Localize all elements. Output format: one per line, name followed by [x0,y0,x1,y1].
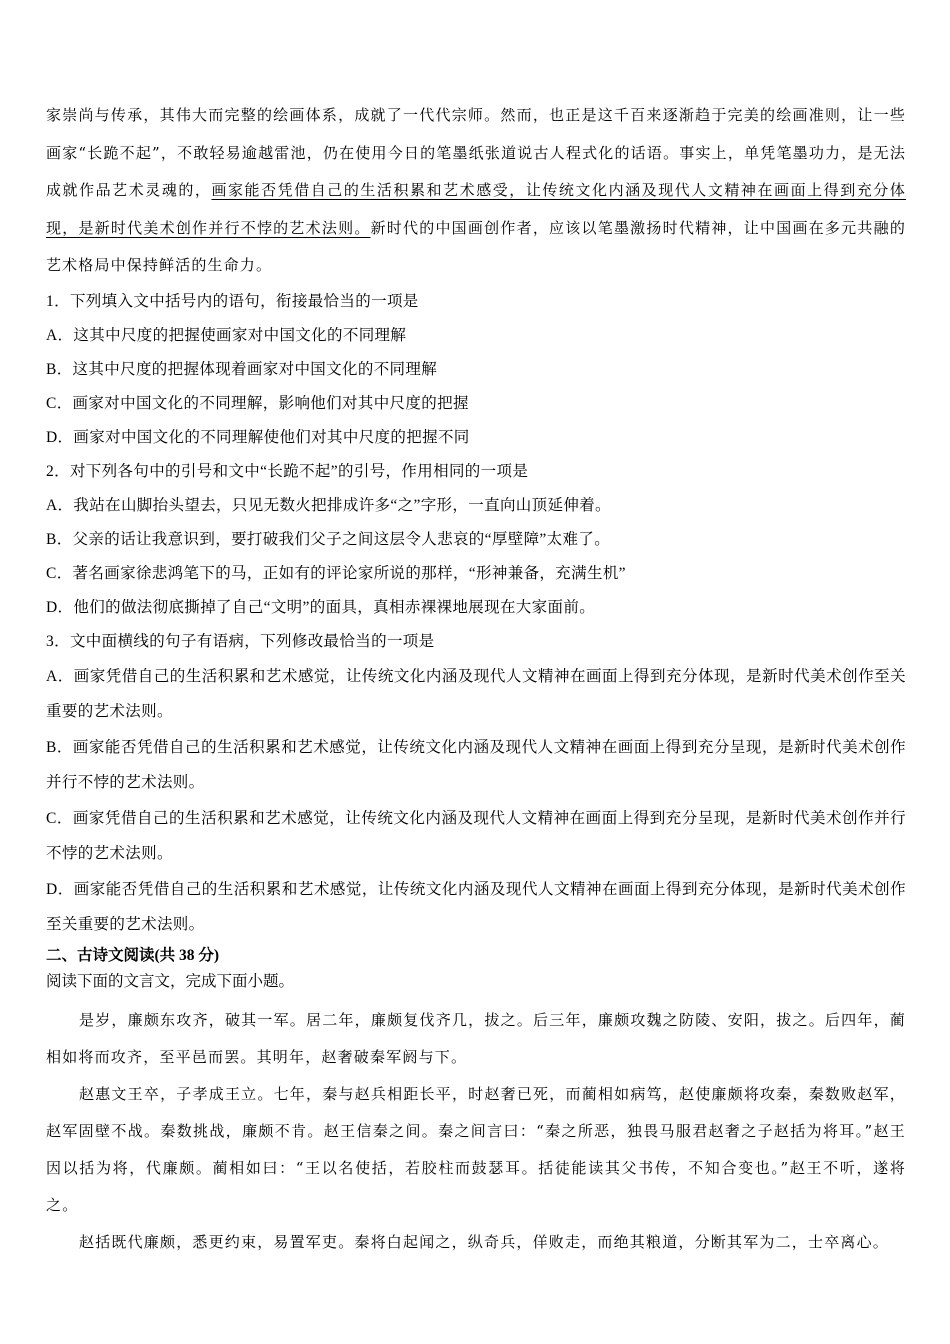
option-a: A．这其中尺度的把握使画家对中国文化的不同理解 [46,326,407,344]
passage-text-end: 新时代的中国画创作者，应该以笔墨激扬时代精神，让中国画在多元共融的艺术格局中保持鲜活的生命力。 [46,218,906,274]
question-stem: 3．文中面横线的句子有语病，下列修改最恰当的一项是 [46,632,435,650]
section-intro: 阅读下面的文言文，完成下面小题。 [46,972,295,990]
option-a: A．我站在山脚抬头望去，只见无数火把排成许多“之”字形，一直向山顶延伸着。 [46,496,611,514]
option-c: C．画家对中国文化的不同理解，影响他们对其中尺度的把握 [46,394,469,412]
question-2 [46,455,906,625]
option-b: B．这其中尺度的把握体现着画家对中国文化的不同理解 [46,360,438,378]
option-a: A．画家凭借自己的生活积累和艺术感觉，让传统文化内涵及现代人文精神在画面上得到充分体现，是新时代美术创作至关重要的艺术法则。 [46,667,906,720]
classical-paragraph: 赵括既代廉颇，悉更约束，易置军吏。秦将白起闻之，纵奇兵，佯败走，而绝其粮道，分断其军为二，士卒离心。 [79,1232,890,1251]
question-3 [46,625,906,943]
section-heading: 二、古诗文阅读(共 38 分) [46,946,220,964]
classical-paragraph: 赵惠文王卒，子孝成王立。七年，秦与赵兵相距长平，时赵奢已死，而蔺相如病笃，赵使廉颇将攻秦，秦数败赵军，赵军固壁不战。秦数挑战，廉颇不肯。赵王信秦之间。秦之间言曰：“秦之所恶，独畏马服君赵奢之子赵括为将耳。”赵王因以括为将，代廉颇。蔺相如曰：“王以名使括，若胶柱而鼓瑟耳。括徒能读其父书传，不知合变也。”赵王不听，遂将之。 [46,1084,906,1214]
classical-paragraph: 是岁，廉颇东攻齐，破其一军。居二年，廉颇复伐齐几，拔之。后三年，廉颇攻魏之防陵、安阳，拔之。后四年，蔺相如将而攻齐，至平邑而罢。其明年，赵奢破秦军阏与下。 [46,1010,906,1066]
option-d: D．画家对中国文化的不同理解使他们对其中尺度的把握不同 [46,428,470,446]
option-c: C．画家凭借自己的生活积累和艺术感觉，让传统文化内涵及现代人文精神在画面上得到充分呈现，是新时代美术创作并行不悖的艺术法则。 [46,809,906,862]
passage-text: 家崇尚与传承，其伟大而完整的绘画体系，成就了一代代宗师。然而，也正是这千百来逐渐趋于完美的绘画准则，让一些画家“长跪不起”，不敢轻易逾越雷池，仍在使用今日的笔墨纸张道说古人程式化的话语。事实上，单凭笔墨功力，是无法成就作品艺术灵魂的， [46,106,906,199]
question-stem: 1．下列填入文中括号内的语句，衔接最恰当的一项是 [46,292,419,310]
underlined-sentence: 画家能否凭借自己的生活积累和艺术感受，让传统文化内涵及现代人文精神在画面上得到充分体现，是新时代美术创作并行不悖的艺术法则。 [46,181,906,237]
document-page [46,97,906,1261]
option-c: C．著名画家徐悲鸿笔下的马，正如有的评论家所说的那样，“形神兼备，充满生机” [46,564,626,582]
question-stem: 2．对下列各句中的引号和文中“长跪不起”的引号，作用相同的一项是 [46,462,529,480]
option-b: B．父亲的话让我意识到，要打破我们父子之间这层令人悲哀的“厚壁障”太难了。 [46,530,611,548]
option-d: D．画家能否凭借自己的生活积累和艺术感觉，让传统文化内涵及现代人文精神在画面上得到充分体现，是新时代美术创作至关重要的艺术法则。 [46,880,906,933]
passage-paragraph [46,97,906,285]
option-d: D．他们的做法彻底撕掉了自己“文明”的面具，真相赤裸裸地展现在大家面前。 [46,598,596,616]
option-b: B．画家能否凭借自己的生活积累和艺术感觉，让传统文化内涵及现代人文精神在画面上得到充分呈现，是新时代美术创作并行不悖的艺术法则。 [46,738,906,791]
question-1 [46,285,906,455]
